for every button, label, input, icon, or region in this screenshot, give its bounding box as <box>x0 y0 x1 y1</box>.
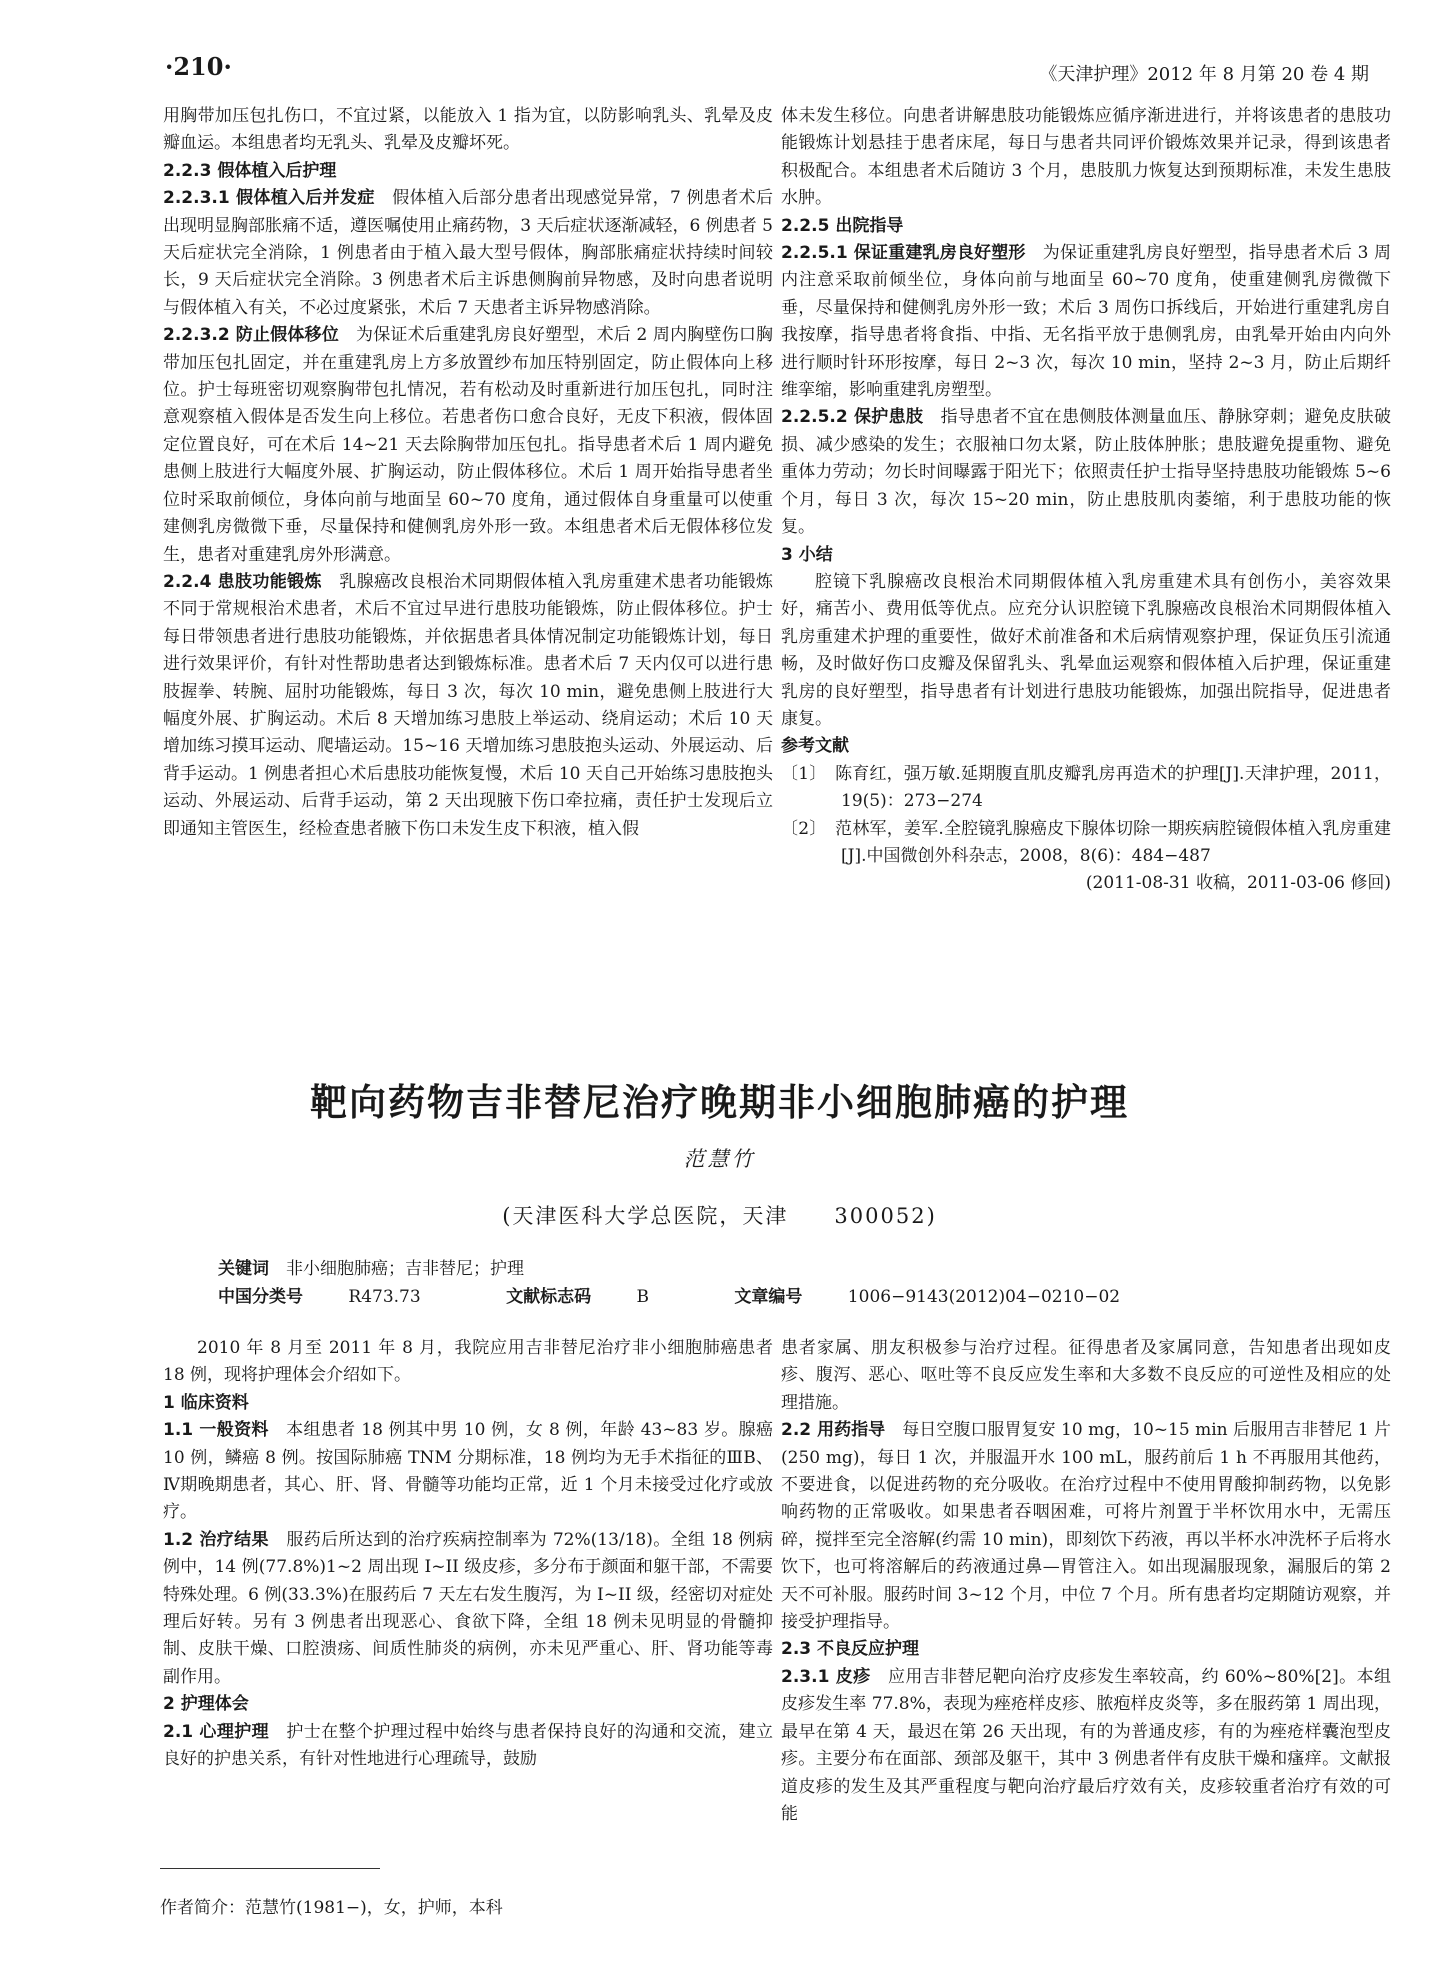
footnote-divider <box>160 1868 380 1869</box>
section-heading: 3 小结 <box>781 544 833 565</box>
subsection-heading: 2.2.5.1 保证重建乳房良好塑形 <box>781 243 1026 264</box>
subsection-paragraph <box>163 322 773 569</box>
classification-line <box>218 1284 1200 1310</box>
paragraph-text: 为保证术后重建乳房良好塑型，术后 2 周内胸壁伤口胸带加压包扎固定，并在重建乳房上方多放置纱布加压特别固定，防止假体向上移位。护士每班密切观察胸带包扎情况，若有松动及时重新进行加压包扎，同时注意观察植入假体是否发生向上移位。若患者伤口愈合良好，无皮下积液，假体固定位置良好，可在术后 14~21 天去除胸带加压包扎。指导患者术后 1 周内避免患侧上肢进行大幅度外展、扩胸运动，防止假体移位。术后 1 周开始指导患者坐位时采取前倾位，身体向前与地面呈 60~70 度角，通过假体自身重量可以使重建侧乳房微微下垂，尽量保持和健侧乳房外形一致。本组患者术后无假体移位发生，患者对重建乳房外形满意。 <box>163 325 774 565</box>
subsection-paragraph <box>781 240 1391 404</box>
paragraph-text: 应用吉非替尼靶向治疗皮疹发生率较高，约 60%~80%[2]。本组皮疹发生率 77.8%，表现为痤疮样皮疹、脓疱样皮炎等，多在服药第 1 周出现，最早在第 4 天，最迟在第 26 天出现，有的为普通皮疹，有的为痤疮样囊泡型皮疹。主要分布在面部、颈部及躯干，其中 3 例患者伴有皮肤干燥和瘙痒。文献报道皮疹的发生及其严重程度与靶向治疗最后疗效有关，皮疹较重者治疗有效的可能 <box>781 1666 1391 1824</box>
paragraph-text: 假体植入后部分患者出现感觉异常，7 例患者术后出现明显胸部胀痛不适，遵医嘱使用止痛药物，3 天后症状逐渐减轻，6 例患者 5 天后症状完全消除，1 例患者由于植入最大型号假体，胸部胀痛症状持续时间较长，9 天后症状完全消除。3 例患者术后主诉患侧胸前异物感，及时向患者说明与假体植入有关，不必过度紧张，术后 7 天患者主诉异物感消除。 <box>163 188 774 318</box>
reference-item: 〔2〕 范林军，姜军.全腔镜乳腺癌皮下腺体切除一期疾病腔镜假体植入乳房重建[J].中国微创外科杂志，2008，8(6)：484−487 <box>781 818 1391 866</box>
subsection-paragraph <box>781 404 1391 541</box>
subsection-heading: 2.2 用药指导 <box>781 1420 886 1441</box>
article-number-label: 文章编号 <box>734 1287 803 1307</box>
journal-header: 《天津护理》2012 年 8 月第 20 卷 4 期 <box>1039 64 1369 85</box>
received-revised-dates: (2011-08-31 收稿，2011-03-06 修回) <box>1085 873 1391 894</box>
paragraph: 用胸带加压包扎伤口，不宜过紧，以能放入 1 指为宜，以防影响乳头、乳晕及皮瓣血运。本组患者均无乳头、乳晕及皮瓣坏死。 <box>163 106 773 154</box>
subsection-heading: 2.2.4 患肢功能锻炼 <box>163 571 322 592</box>
section-heading: 参考文献 <box>781 736 849 757</box>
article-number-value: 1006−9143(2012)04−0210−02 <box>842 1287 1121 1307</box>
paragraph: 体未发生移位。向患者讲解患肢功能锻炼应循序渐进进行，并将该患者的患肢功能锻炼计划悬挂于患者床尾，每日与患者共同评价锻炼效果并记录，得到该患者积极配合。本组患者术后随访 3 个月，患肢肌力恢复达到预期标准，未发生患肢水肿。 <box>781 106 1391 209</box>
subsection-heading: 2.3.1 皮疹 <box>781 1666 871 1687</box>
article-title: 靶向药物吉非替尼治疗晚期非小细胞肺癌的护理 <box>310 1081 1129 1124</box>
doc-code-value: B <box>631 1287 649 1307</box>
paragraph-text: 服药后所达到的治疗疾病控制率为 72%(13/18)。全组 18 例病例中，14 例(77.8%)1~2 周出现 I~II 级皮疹，多分布于颜面和躯干部，不需要特殊处理。6 例(33.3%)在服药后 7 天左右发生腹泻，为 I~II 级，经密切对症处理后好转。另有 3 例患者出现恶心、食欲下降，全组 18 例未见明显的骨髓抑制、皮肤干燥、口腔溃疡、间质性肺炎的病例，亦未见严重心、肝、肾功能等毒副作用。 <box>163 1529 773 1687</box>
article-affiliation: (天津医科大学总医院，天津 300052) <box>502 1204 937 1228</box>
subsection-heading: 2.2.5.2 保护患肢 <box>781 407 924 428</box>
paragraph-text: 乳腺癌改良根治术同期假体植入乳房重建术患者功能锻炼不同于常规根治术患者，术后不宜过早进行患肢功能锻炼，防止假体移位。护士每日带领患者进行患肢功能锻炼，并依据患者具体情况制定功能锻炼计划，每日进行效果评价，有针对性帮助患者达到锻炼标准。患者术后 7 天内仅可以进行患肢握拳、转腕、屈肘功能锻炼，每日 3 次，每次 10 min，避免患侧上肢进行大幅度外展、扩胸运动。术后 8 天增加练习患肢上举运动、绕肩运动；术后 10 天增加练习摸耳运动、爬墙运动。15~16 天增加练习患肢抱头运动、外展运动、后背手运动。1 例患者担心术后患肢功能恢复慢，术后 10 天自己开始练习患肢抱头运动、外展运动、后背手运动，第 2 天出现腋下伤口牵拉痛，责任护士发现后立即通知主管医生，经检查患者腋下伤口未发生皮下积液，植入假 <box>163 571 773 839</box>
paragraph-text: 为保证重建乳房良好塑型，指导患者术后 3 周内注意采取前倾坐位，身体向前与地面呈 60~70 度角，使重建侧乳房微微下垂，尽量保持和健侧乳房外形一致；术后 3 周伤口拆线后，开始进行重建乳房自我按摩，指导患者将食指、中指、无名指平放于患侧乳房，由乳晕开始由内向外进行顺时针环形按摩，每日 2~3 次，每次 10 min，坚持 2~3 月，防止后期纤维挛缩，影响重建乳房塑型。 <box>781 243 1392 401</box>
reference-item: 〔1〕 陈育红，强万敏.延期腹直肌皮瓣乳房再造术的护理[J].天津护理，2011，19(5)：273−274 <box>781 763 1391 812</box>
article-left-column <box>163 1335 773 1774</box>
paragraph-text: 每日空腹口服胃复安 10 mg，10~15 min 后服用吉非替尼 1 片(250 mg)，每日 1 次，并服温开水 100 mL，服药前后 1 h 不再服用其他药，不要进食，以促进药物的充分吸收。在治疗过程中不使用胃酸抑制药物，以免影响药物的正常吸收。如果患者吞咽困难，可将片剂置于半杯饮用水中，无需压碎，搅拌至完全溶解(约需 10 min)，即刻饮下药液，再以半杯水冲洗杯子后将水饮下，也可将溶解后的药液通过鼻—胃管注入。如出现漏服现象，漏服后的第 2 天不可补服。服药时间 3~12 个月，中位 7 个月。所有患者均定期随访观察，并接受护理指导。 <box>781 1420 1391 1633</box>
section-heading: 2.2.3 假体植入后护理 <box>163 160 337 181</box>
section-heading: 2.2.5 出院指导 <box>781 215 904 236</box>
author-bio: 作者简介：范慧竹(1981−)，女，护师，本科 <box>160 1898 503 1918</box>
page-number: ·210· <box>165 52 232 81</box>
prev-article-right-column <box>781 103 1391 898</box>
doc-code-label: 文献标志码 <box>506 1287 592 1307</box>
subsection-paragraph <box>781 1417 1391 1636</box>
subsection-heading: 2.2.3.2 防止假体移位 <box>163 325 339 346</box>
article-author: 范慧竹 <box>683 1147 756 1171</box>
paragraph: 腔镜下乳腺癌改良根治术同期假体植入乳房重建术具有创伤小，美容效果好，痛苦小、费用低等优点。应充分认识腔镜下乳腺癌改良根治术同期假体植入乳房重建术护理的重要性，做好术前准备和术后病情观察护理，保证负压引流通畅，及时做好伤口皮瓣及保留乳头、乳晕血运观察和假体植入后护理，保证重建乳房的良好塑型，指导患者有计划进行患肢功能锻炼，加强出院指导，促进患者康复。 <box>781 571 1391 729</box>
keywords-value: 非小细胞肺癌；吉非替尼；护理 <box>269 1259 524 1279</box>
section-heading: 2 护理体会 <box>163 1694 249 1715</box>
class-value: R473.73 <box>343 1287 421 1307</box>
subsection-paragraph <box>781 1664 1391 1828</box>
class-label: 中国分类号 <box>218 1287 303 1307</box>
article-right-column <box>781 1335 1391 1828</box>
keywords-line <box>218 1256 524 1282</box>
paragraph: 2010 年 8 月至 2011 年 8 月，我院应用吉非替尼治疗非小细胞肺癌患者 18 例，现将护理体会介绍如下。 <box>163 1338 773 1386</box>
subsection-heading: 2.1 心理护理 <box>163 1721 269 1742</box>
paragraph: 患者家属、朋友积极参与治疗过程。征得患者及家属同意，告知患者出现如皮疹、腹泻、恶心、呕吐等不良反应发生率和大多数不良反应的可逆性及相应的处理措施。 <box>781 1338 1391 1413</box>
subsection-paragraph <box>163 1527 773 1691</box>
paragraph-text: 指导患者不宜在患侧肢体测量血压、静脉穿刺；避免皮肤破损、减少感染的发生；衣服袖口勿太紧，防止肢体肿胀；患肢避免提重物、避免重体力劳动；勿长时间曝露于阳光下；依照责任护士指导坚持患肢功能锻炼 5~6 个月，每日 3 次，每次 15~20 min，防止患肢肌肉萎缩，利于患肢功能的恢复。 <box>781 407 1392 538</box>
subsection-paragraph <box>163 185 773 322</box>
paragraph-text: 护士在整个护理过程中始终与患者保持良好的沟通和交流，建立良好的护患关系，有针对性地进行心理疏导，鼓励 <box>163 1721 773 1770</box>
section-heading: 2.3 不良反应护理 <box>781 1639 920 1660</box>
subsection-paragraph <box>163 1417 773 1527</box>
subsection-heading: 1.2 治疗结果 <box>163 1529 269 1550</box>
prev-article-left-column <box>163 103 773 843</box>
subsection-heading: 2.2.3.1 假体植入后并发症 <box>163 188 375 209</box>
keywords-label: 关键词 <box>218 1259 269 1279</box>
subsection-heading: 1.1 一般资料 <box>163 1420 269 1441</box>
subsection-paragraph <box>163 1719 773 1774</box>
paragraph-text: 本组患者 18 例其中男 10 例，女 8 例，年龄 43~83 岁。腺癌 10 例，鳞癌 8 例。按国际肺癌 TNM 分期标准，18 例均为无手术指征的ⅢB、Ⅳ期晚期患者，其心、肝、肾、骨髓等功能均正常，近 1 个月未接受过化疗或放疗。 <box>163 1420 773 1523</box>
subsection-paragraph <box>163 569 773 843</box>
section-heading: 1 临床资料 <box>163 1392 249 1413</box>
